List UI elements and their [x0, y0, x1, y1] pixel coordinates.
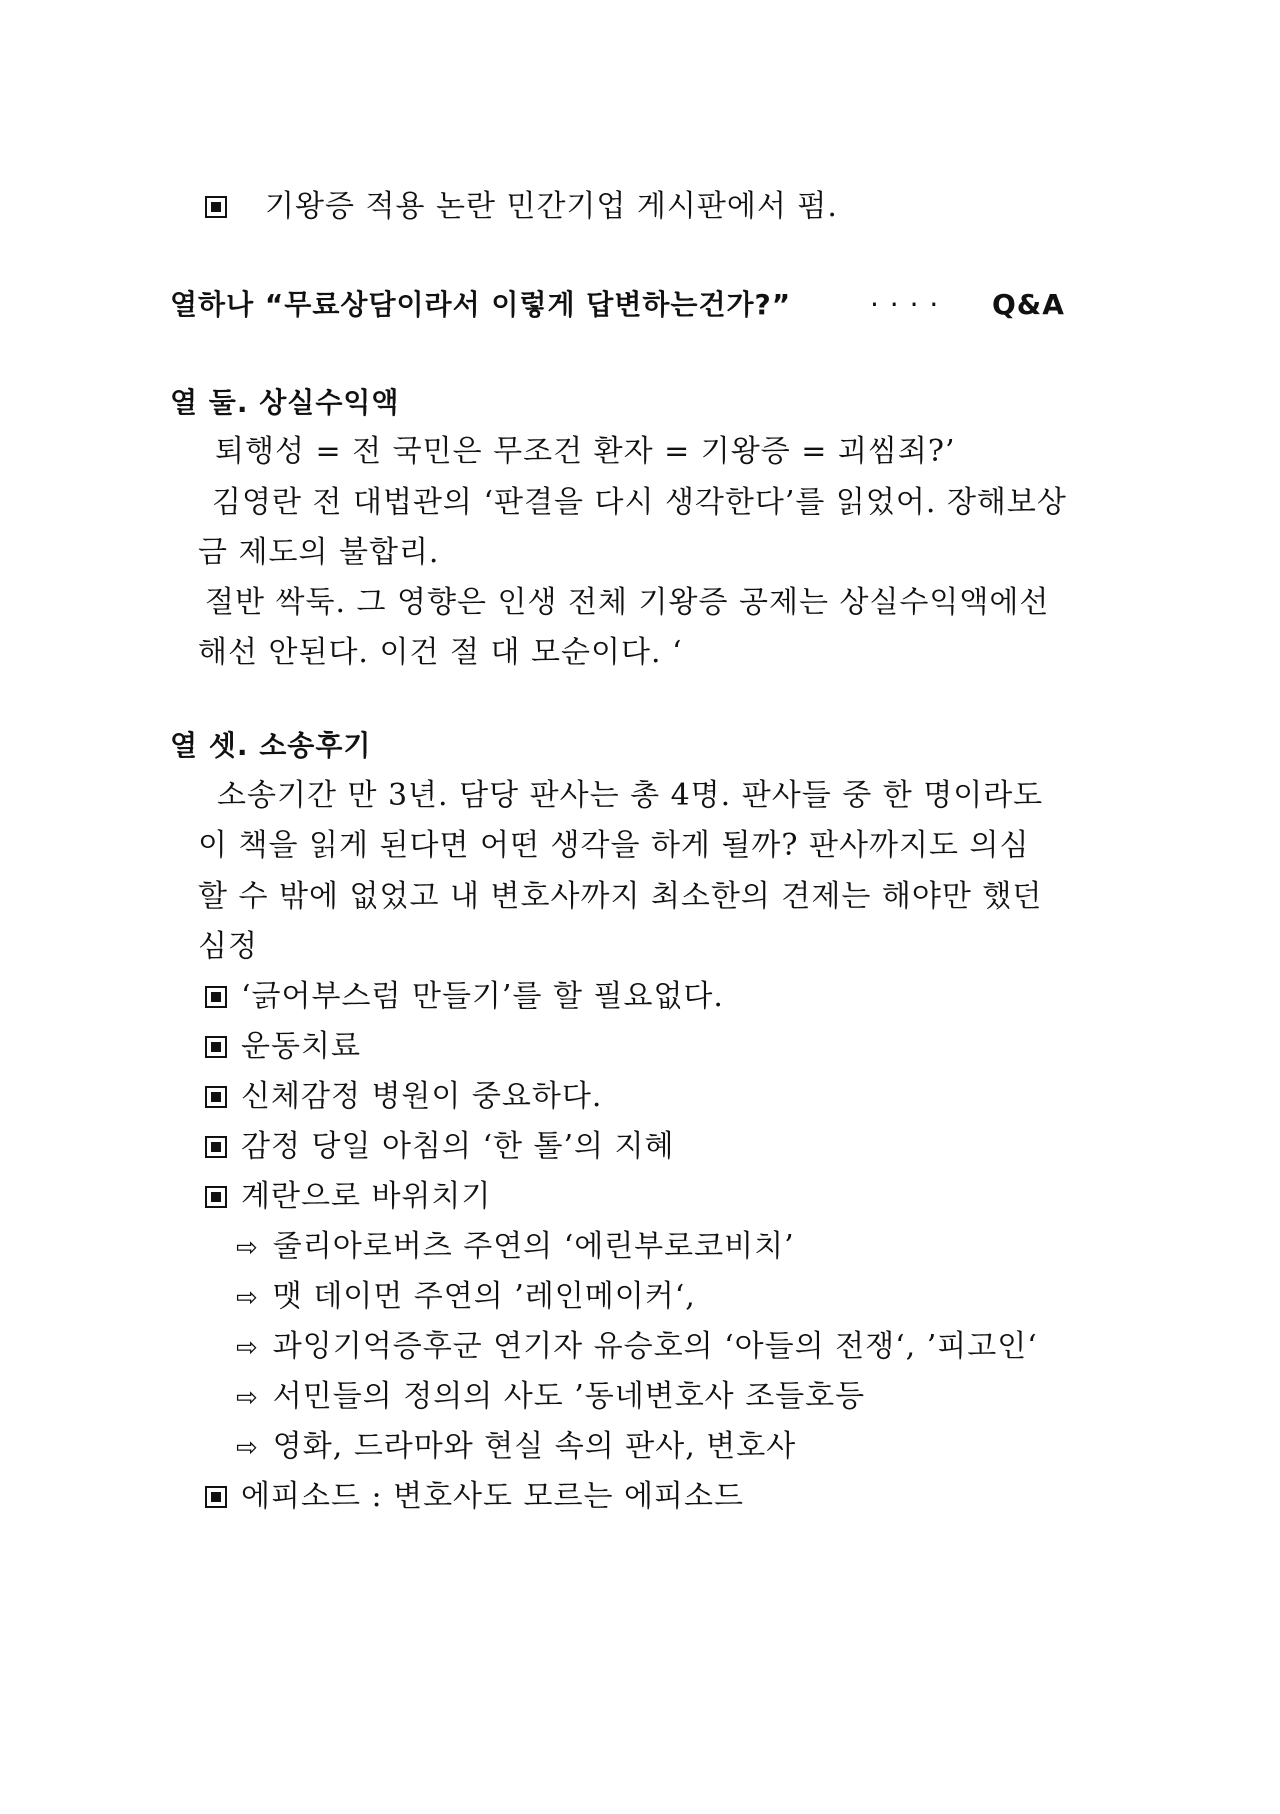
- square-bullet-icon: [205, 1136, 227, 1158]
- arrow-icon: ⇨: [236, 1283, 259, 1313]
- section-12-line-1: 퇴행성 = 전 국민은 무조건 환자 = 기왕증 = 괴씸죄?’: [215, 434, 956, 469]
- section-13-line-3: 할 수 밖에 없었고 내 변호사까지 최소한의 견제는 해야만 했던: [198, 879, 1043, 914]
- bullet-text: ‘긁어부스럼 만들기’를 할 필요없다.: [241, 979, 724, 1014]
- section-11-title: 열하나 “무료상담이라서 이렇게 답변하는건가?”: [170, 288, 792, 321]
- square-bullet-icon: [205, 1036, 227, 1058]
- section-11-suffix: Q&A: [992, 288, 1065, 321]
- bullet-text: 신체감정 병원이 중요하다.: [241, 1079, 603, 1114]
- square-bullet-icon: [205, 986, 227, 1008]
- bullet-text: 에피소드 : 변호사도 모르는 에피소드: [241, 1479, 744, 1514]
- sub-item: [236, 1427, 796, 1468]
- sub-item: [236, 1277, 696, 1318]
- bullet-text: 계란으로 바위치기: [241, 1179, 492, 1214]
- arrow-icon: ⇨: [236, 1333, 259, 1363]
- section-13-heading: 열 셋. 소송후기: [170, 729, 372, 762]
- sub-item: [236, 1377, 865, 1418]
- top-note-line: [205, 187, 838, 227]
- sub-item-text: 줄리아로버츠 주연의 ‘에린부로코비치’: [272, 1229, 795, 1264]
- sub-item-text: 과잉기억증후군 연기자 유승호의 ‘아들의 전쟁‘, ’피고인‘: [272, 1329, 1038, 1364]
- bullet-item: [205, 1127, 675, 1167]
- bullet-item: [205, 977, 724, 1017]
- sub-item: [236, 1327, 1038, 1368]
- arrow-icon: ⇨: [236, 1233, 259, 1263]
- bullet-text: 운동치료: [241, 1029, 361, 1064]
- section-13-line-4: 심정: [198, 929, 258, 964]
- sub-item-text: 서민들의 정의의 사도 ’동네변호사 조들호등: [272, 1379, 866, 1414]
- bullet-item: [205, 1477, 744, 1517]
- arrow-icon: ⇨: [236, 1433, 259, 1463]
- section-11-heading: [170, 285, 1070, 325]
- section-12-line-3: 금 제도의 불합리.: [198, 535, 440, 570]
- bullet-item: [205, 1177, 491, 1217]
- bullet-text: 감정 당일 아침의 ‘한 톨’의 지혜: [241, 1129, 675, 1164]
- square-bullet-icon: [205, 196, 227, 218]
- sub-item-text: 영화, 드라마와 현실 속의 판사, 변호사: [272, 1429, 797, 1464]
- section-11-dots: · · · ·: [870, 288, 940, 321]
- section-12-line-5: 해선 안된다. 이건 절 대 모순이다. ‘: [198, 635, 683, 670]
- bullet-item: [205, 1027, 361, 1067]
- section-12-heading: 열 둘. 상실수익액: [170, 386, 400, 419]
- section-13-line-1: 소송기간 만 3년. 담당 판사는 총 4명. 판사들 중 한 명이라도: [217, 778, 1044, 813]
- bullet-item: [205, 1077, 602, 1117]
- square-bullet-icon: [205, 1086, 227, 1108]
- top-note-text: 기왕증 적용 논란 민간기업 게시판에서 펌.: [265, 189, 838, 224]
- arrow-icon: ⇨: [236, 1383, 259, 1413]
- square-bullet-icon: [205, 1486, 227, 1508]
- section-12-line-4: 절반 싹둑. 그 영향은 인생 전체 기왕증 공제는 상실수익액에선: [205, 585, 1050, 620]
- sub-item-text: 맷 데이먼 주연의 ’레인메이커‘,: [272, 1279, 696, 1314]
- section-12-line-2: 김영란 전 대법관의 ‘판결을 다시 생각한다’를 읽었어. 장해보상: [212, 485, 1067, 520]
- section-13-line-2: 이 책을 읽게 된다면 어떤 생각을 하게 될까? 판사까지도 의심: [198, 828, 1030, 863]
- sub-item: [236, 1227, 795, 1268]
- square-bullet-icon: [205, 1186, 227, 1208]
